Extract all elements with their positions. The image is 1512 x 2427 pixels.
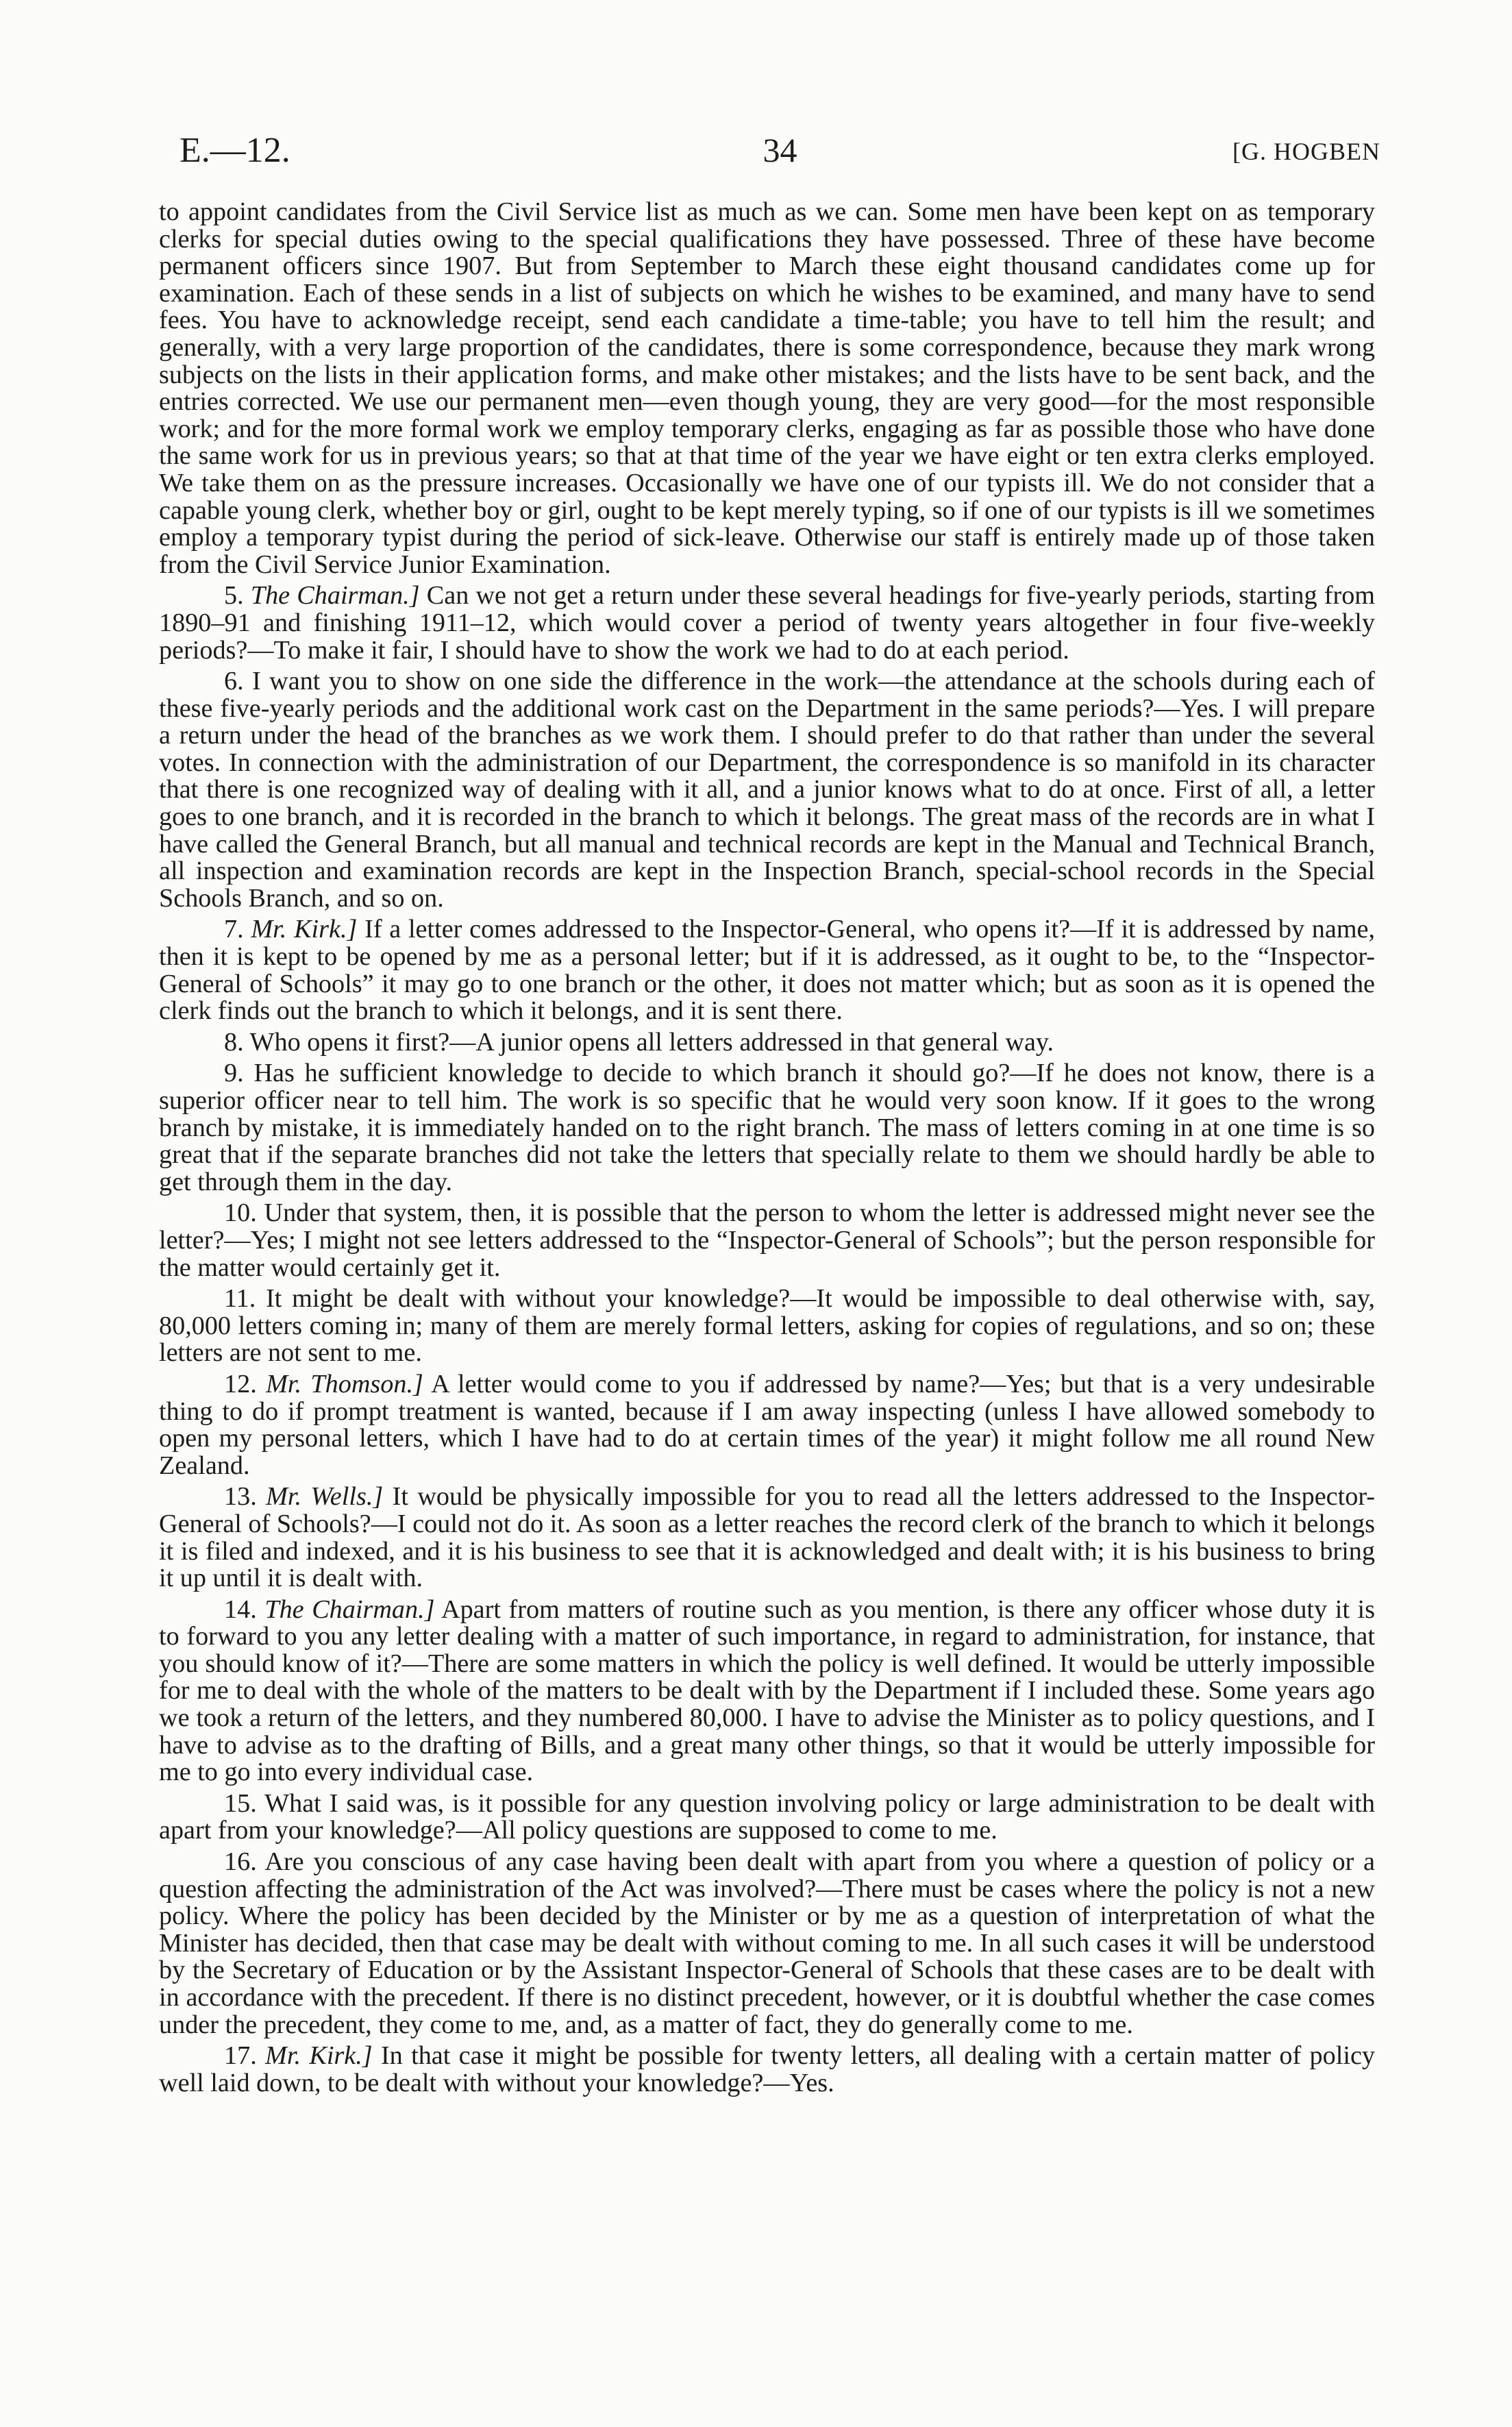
question-paragraph [159, 1285, 1375, 1367]
question-text: Who opens it first?—A junior opens all letters addressed in that general way. [249, 1027, 1054, 1057]
question-paragraph [159, 1371, 1375, 1479]
question-text: I want you to show on one side the difference in the work—the attendance at the schools during each of these five-yearly periods and the additional work cast on the Department in the same periods?—Yes. I will prepare a return under the head of the branches as we work them. I should prefer to do that rather than under the several votes. In connection with the administration of our Department, the correspondence is so manifold in its character that there is one recognized way of dealing with it all, and a junior knows what to do at once. First of all, a letter goes to one branch, and it is recorded in the branch to which it belongs. The great mass of the records are in what I have called the General Branch, but all manual and technical records are kept in the Manual and Technical Branch, all inspection and examination records are kept in the Inspection Branch, special-school records in the Special Schools Branch, and so on. [159, 667, 1375, 913]
question-paragraph [159, 1849, 1375, 2038]
evidence-text [159, 199, 1375, 2097]
question-number: 15. [224, 1788, 257, 1818]
question-text: Under that system, then, it is possible that the person to whom the letter is addressed might never see the letter?—Yes; I might not see letters addressed to the “Inspector-General of Schools”; but the person responsible for the matter would certainly get it. [159, 1198, 1376, 1282]
speaker-label: Mr. Kirk.] [265, 2041, 373, 2071]
page-header [179, 130, 1380, 178]
question-text: Has he sufficient knowledge to decide to which branch it should go?—If he does not know, there is a superior officer near to tell him. The work is so specific that he would very soon know. If it goes to the wrong branch by mistake, it is immediately handed on to the right branch. The mass of letters coming in at one time is so great that if the separate branches did not take the letters that specially relate to them we should hardly be able to get through them in the day. [159, 1059, 1376, 1196]
question-paragraph [159, 1029, 1375, 1057]
question-paragraph [159, 1060, 1375, 1196]
page-number: 34 [763, 131, 797, 169]
question-text: If a letter comes addressed to the Inspector-General, who opens it?—If it is addressed by name, then it is kept to be opened by me as a personal letter; but if it is addressed, as it ought to be, to the “Inspector-General of Schools” it may go to one branch or the other, it does not matter which; but as soon as it is opened the clerk finds out the branch to which it belongs, and it is sent there. [159, 915, 1376, 1026]
question-number: 14. [224, 1594, 257, 1624]
question-number: 17. [224, 2041, 257, 2071]
question-paragraph [159, 916, 1375, 1024]
intro-paragraph: to appoint candidates from the Civil Service list as much as we can. Some men have been kept on as temporary clerks for special duties owing to the special qualifications they have possessed. Three of these have become permanent officers since 1907. But from September to March these eight thousand candidates come up for examination. Each of these sends in a list of subjects on which he wishes to be examined, and many have to send fees. You have to acknowledge receipt, send each candidate a time-table; you have to tell him the result; and generally, with a very large proportion of the candidates, there is some correspondence, because they mark wrong subjects on the lists in their application forms, and make other mistakes; and the lists have to be sent back, and the entries corrected. We use our permanent men—even though young, they are very good—for the most responsible work; and for the more formal work we employ temporary clerks, engaging as far as possible those who have done the same work for us in previous years; so that at that time of the year we have eight or ten extra clerks employed. We take them on as the pressure increases. Occasionally we have one of our typists ill. We do not consider that a capable young clerk, whether boy or girl, ought to be kept merely typing, so if one of our typists is ill we sometimes employ a temporary typist during the period of sick-leave. Otherwise our staff is entirely made up of those taken from the Civil Service Junior Examination. [159, 197, 1375, 579]
question-paragraph [159, 1483, 1375, 1592]
question-number: 6. [224, 667, 244, 696]
question-paragraph [159, 2043, 1375, 2097]
speaker-label: Mr. Wells.] [266, 1482, 384, 1512]
question-text: A letter would come to you if addressed by name?—Yes; but that is a very undesirable thing to do if prompt treatment is wanted, because if I am away inspecting (unless I have allowed somebody to open my personal letters, which I have had to do at certain times of the year) it might follow me all round New Zealand. [159, 1369, 1375, 1480]
question-paragraph [159, 1200, 1375, 1281]
question-text: What I said was, is it possible for any question involving policy or large administration to be dealt with apart from your knowledge?—All policy questions are supposed to come to me. [159, 1788, 1376, 1845]
question-number: 12. [224, 1369, 257, 1399]
question-paragraph [159, 1790, 1375, 1845]
question-number: 16. [224, 1847, 257, 1877]
speaker-label: The Chairman.] [264, 1594, 435, 1624]
speaker-label: Mr. Kirk.] [251, 915, 358, 944]
question-number: 13. [224, 1482, 257, 1512]
question-number: 7. [224, 915, 244, 944]
question-number: 11. [224, 1284, 256, 1314]
question-number: 5. [224, 581, 244, 611]
question-text: Can we not get a return under these several headings for five-yearly periods, starting from 1890–91 and finishing 1911–12, which would cover a period of twenty years altogether in four five-weekly periods?—To make it fair, I should have to show the work we had to do at each period. [159, 581, 1376, 665]
question-list [159, 582, 1375, 2097]
question-number: 8. [224, 1027, 244, 1057]
question-text: Apart from matters of routine such as you mention, is there any officer whose duty it is to forward to you any letter dealing with a matter of such importance, in regard to administration, for instance, that you should know of it?—There are some matters in which the policy is well defined. It would be utterly impossible for me to deal with the whole of the matters to be dealt with by the Department if I included these. Some years ago we took a return of the letters, and they numbered 80,000. I have to advise the Minister as to policy questions, and I have to advise as to the drafting of Bills, and a great many other things, so that it would be utterly impossible for me to go into every individual case. [159, 1594, 1375, 1787]
question-paragraph [159, 668, 1375, 912]
question-number: 9. [224, 1059, 244, 1088]
question-paragraph [159, 582, 1375, 664]
document-reference: E.—12. [179, 131, 290, 170]
question-text: It would be physically impossible for you to read all the letters addressed to the Inspector-General of Schools?—I could not do it. As soon as a letter reaches the record clerk of the branch to which it belongs it is filed and indexed, and it is his business to see that it is acknowledged and dealt with; it is his business to bring it up until it is dealt with. [159, 1482, 1376, 1593]
witness-name: [G. HOGBEN [1232, 138, 1380, 165]
question-text: Are you conscious of any case having been dealt with apart from you where a question of policy or a question affecting the administration of the Act was involved?—There must be cases where the policy is not a new policy. Where the policy has been decided by the Minister or by me as a question of interpretation of what the Minister has decided, then that case may be dealt with without coming to me. In all such cases it will be understood by the Secretary of Education or by the Assistant Inspector-General of Schools that these cases are to be dealt with in accordance with the precedent. If there is no distinct precedent, however, or it is doubtful whether the case comes under the precedent, they come to me, and, as a matter of fact, they do generally come to me. [159, 1847, 1375, 2039]
question-text: It might be dealt with without your knowledge?—It would be impossible to deal otherwise with, say, 80,000 letters coming in; many of them are merely formal letters, asking for copies of regulations, and so on; these letters are not sent to me. [159, 1284, 1375, 1368]
speaker-label: The Chairman.] [250, 581, 420, 611]
speaker-label: Mr. Thomson.] [266, 1369, 423, 1399]
question-number: 10. [224, 1198, 257, 1228]
question-text: In that case it might be possible for twenty letters, all dealing with a certain matter of policy well laid down, to be dealt with without your knowledge?—Yes. [159, 2041, 1375, 2097]
question-paragraph [159, 1594, 1375, 1787]
